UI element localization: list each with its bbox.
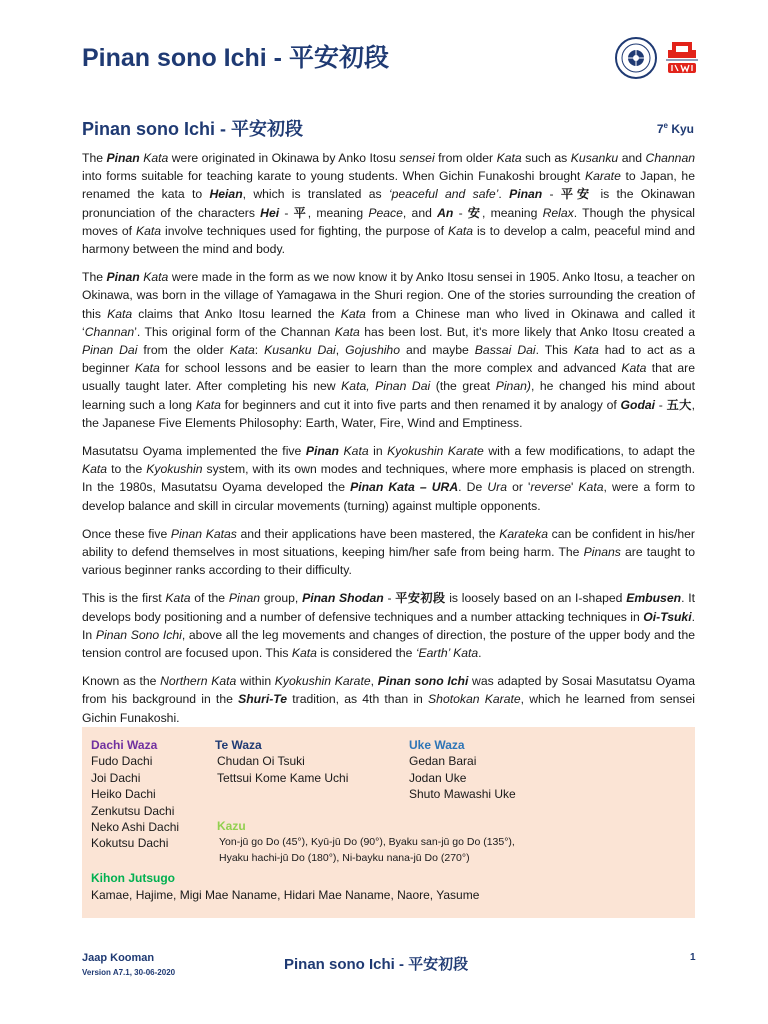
text-run: system, with its own modes and techniques, where more emphasis is placed on strength. In the 1980s, Masutatsu Oyama developed the <box>82 462 695 495</box>
text-run: - <box>453 205 468 220</box>
text-run: , <box>370 674 378 689</box>
te-item: Tettsui Kome Kame Uchi <box>217 770 349 785</box>
dachi-waza-column <box>91 737 179 852</box>
techniques-box <box>82 727 695 918</box>
text-run: , which is translated as <box>242 187 389 202</box>
page-number: 1 <box>690 952 696 963</box>
text-run: 平安 <box>560 187 594 202</box>
text-run: Pinan <box>305 444 339 459</box>
body-paragraph <box>82 268 695 432</box>
text-run: Kata <box>134 361 160 376</box>
text-run: with a few modifications, to adapt the <box>483 444 695 459</box>
text-run: Pinan Shodan <box>302 591 384 606</box>
text-run: 安 <box>467 205 482 220</box>
text-run: Pinan <box>509 187 543 202</box>
kazu-heading: Kazu <box>217 819 246 833</box>
body-paragraph <box>82 589 695 662</box>
text-run: of the <box>190 591 229 606</box>
dachi-item: Joi Dachi <box>91 770 141 785</box>
text-run: Embusen <box>626 591 682 606</box>
text-run: Godai <box>620 397 656 412</box>
kazu-line: Hyaku hachi-jū Do (180°), Ni-bayku nana-jū Do (270°) <box>219 852 470 864</box>
uke-waza-column <box>409 737 516 803</box>
body-paragraph <box>82 442 695 515</box>
kihon-text: Kamae, Hajime, Migi Mae Naname, Hidari Mae Naname, Naore, Yasume <box>91 888 480 902</box>
text-run: Kata <box>340 306 366 321</box>
text-run: ' <box>570 480 579 495</box>
text-run: . In <box>82 609 695 642</box>
body-paragraph <box>82 525 695 580</box>
text-run: had to act as a beginner <box>82 343 695 376</box>
text-run: Kata <box>82 462 108 477</box>
text-run: Pinan Katas <box>170 526 237 541</box>
text-run: The <box>82 270 107 285</box>
footer-title: Pinan sono Ichi - 平安初段 <box>284 956 469 973</box>
text-run: Pinan Dai <box>82 343 138 358</box>
text-run: Kata <box>334 324 360 339</box>
text-run: 平安初段 <box>395 591 446 606</box>
text-run: , meaning <box>307 205 369 220</box>
text-run: The <box>82 151 107 165</box>
kihon-heading: Kihon Jutsugo <box>91 871 175 885</box>
text-run: Karate <box>584 169 621 184</box>
footer-version: Version A7.1, 30-06-2020 <box>82 968 176 977</box>
text-run: 五大 <box>666 397 692 412</box>
text-run: , which he learned from sensei Gichin Funakoshi. <box>82 692 695 725</box>
text-run: to the <box>107 462 147 477</box>
text-run: Pinans <box>583 545 621 560</box>
text-run: reverse <box>530 480 571 495</box>
text-run: - <box>542 187 561 202</box>
text-run: This is the first <box>82 591 166 606</box>
kyokushin-logo-icon <box>614 36 658 80</box>
text-run: ’. This original form of the Channan <box>134 324 335 339</box>
dachi-item: Zenkutsu Dachi <box>91 803 175 818</box>
text-run: . De <box>458 480 488 495</box>
text-run: within <box>236 674 275 689</box>
body-paragraph <box>82 149 695 258</box>
text-run: 平 <box>293 205 308 220</box>
text-run: Kata <box>143 151 169 165</box>
text-run: , he changed his mind about learning such a long <box>82 379 695 412</box>
kazu-line: Yon-jū go Do (45°), Kyū-jū Do (90°), Byaku san-jū go Do (135°), <box>219 836 515 848</box>
text-run: is to develop a calm, peaceful mind and harmony between the mind and body. <box>82 223 695 257</box>
text-run: or ' <box>506 480 531 495</box>
text-run: Once these five <box>82 526 171 541</box>
text-run: Bassai Dai <box>474 343 536 358</box>
text-run: sensei <box>399 151 435 165</box>
text-run: . <box>498 187 510 202</box>
text-run: Kata <box>165 591 191 606</box>
text-run: : <box>254 343 265 358</box>
text-run: ‘peaceful and safe’ <box>388 187 499 202</box>
te-waza-heading: Te Waza <box>215 738 262 752</box>
text-run: , and <box>402 205 438 220</box>
text-run: Masutatsu Oyama implemented the five <box>82 444 306 459</box>
text-run: is considered the <box>316 646 416 661</box>
dachi-item: Fudo Dachi <box>91 754 153 769</box>
text-run: ‘Earth’ Kata <box>415 646 479 661</box>
text-run: has been lost. But, it's more likely that Anko Itosu created a <box>359 324 695 339</box>
page-header-title: Pinan sono Ichi - 平安初段 <box>82 44 389 72</box>
text-run: Kata <box>447 223 474 238</box>
text-run: Northern Kata <box>160 674 237 689</box>
text-run: Kata <box>135 223 162 238</box>
text-run: Known as the <box>82 674 161 689</box>
text-run: tradition, as 4th than in <box>287 692 429 707</box>
dachi-item: Kokutsu Dachi <box>91 836 169 851</box>
text-run: into forms suitable for teaching karate to young students. When Gichin Funakoshi brought <box>82 169 585 184</box>
text-run: Channan <box>84 324 135 339</box>
text-run: Shotokan Karate <box>428 692 521 707</box>
text-run: that are usually taught later. After completing his new <box>82 361 696 394</box>
text-run: Heian <box>209 187 243 202</box>
text-run: Kata <box>496 151 522 165</box>
text-run: , the Japanese Five Elements Philosophy: Earth, Water, Fire, Wind and Emptiness. <box>82 397 695 430</box>
text-run: Pinan <box>106 270 140 285</box>
body-text <box>82 149 695 737</box>
text-run: claims that Anko Itosu learned the <box>132 306 341 321</box>
text-run: , above all the leg movements and changes of direction, the posture of the upper body and the tension control are focused upon. This <box>82 627 695 661</box>
text-run: in <box>368 444 388 459</box>
text-run: Kata <box>291 646 317 661</box>
text-run: such as <box>521 151 571 165</box>
uke-item: Jodan Uke <box>409 770 467 785</box>
text-run: Peace <box>368 205 403 220</box>
text-run: Channan <box>645 151 696 165</box>
text-run: - <box>383 591 396 606</box>
text-run: Kyokushin Karate <box>274 674 371 689</box>
text-run: were made in the form as we now know it by Anko Itosu sensei in 1905. Anko Itosu, a teacher on Okinawa, was born in the village of Yamagawa in the Shuri region. One of the stories surrounding the creation of this <box>82 270 695 321</box>
text-run: Kusanku Dai <box>264 343 336 358</box>
text-run: Relax <box>542 205 574 220</box>
text-run: Kata <box>195 397 221 412</box>
text-run: . <box>478 646 482 661</box>
text-run: Kata <box>343 444 369 459</box>
text-run: Pinan <box>106 151 140 165</box>
text-run: from older <box>434 151 497 165</box>
text-run: . This <box>535 343 574 358</box>
text-run: An <box>437 205 454 220</box>
text-run: for beginners and cut it into five parts and then renamed it by analogy of <box>220 397 621 412</box>
text-run: Kata <box>621 361 647 376</box>
text-run: Hei <box>260 205 280 220</box>
text-run: Kyokushin Karate <box>387 444 484 459</box>
text-run: Kyokushin <box>146 462 203 477</box>
text-run: from the older <box>137 343 230 358</box>
text-run: was adapted by Sosai Masutatsu Oyama from his background in the <box>82 674 695 707</box>
text-run: Ura <box>487 480 507 495</box>
text-run: is the Okinawan pronunciation of the characters <box>82 187 695 220</box>
text-run: group, <box>260 591 303 606</box>
text-run: to Japan, he renamed the kata to <box>82 169 695 202</box>
text-run: and maybe <box>400 343 475 358</box>
dachi-item: Neko Ashi Dachi <box>91 820 180 835</box>
text-run: Kata <box>578 480 604 495</box>
text-run: involve techniques used for fighting, the purpose of <box>161 223 448 238</box>
text-run: Oi-Tsuki <box>643 609 692 624</box>
text-run: Pinan Sono Ichi <box>95 627 182 642</box>
kazu-block <box>217 818 515 866</box>
text-run: . Though the physical moves of <box>82 205 695 238</box>
text-run: Pinan Kata – URA <box>350 480 459 495</box>
text-run: Pinan) <box>495 379 531 394</box>
text-run: (the great <box>430 379 496 394</box>
text-run: are taught to various beginner ranks according to their difficulty. <box>82 545 695 578</box>
text-run: is loosely based on an I-shaped <box>445 591 627 606</box>
section-title: Pinan sono Ichi - 平安初段 <box>82 119 304 139</box>
text-run: and <box>618 151 646 165</box>
text-run: , were a form to develop balance and skill in circular movements (turning) against multiple opponents. <box>82 480 695 513</box>
uke-item: Shuto Mawashi Uke <box>409 787 516 802</box>
text-run: Kata <box>143 270 169 285</box>
text-run: . It develops body positioning and a number of defensive techniques and a number attacking techniques in <box>82 591 695 624</box>
text-run: Shuri-Te <box>238 692 288 707</box>
kwf-logo-icon <box>662 38 702 76</box>
text-run: Karateka <box>499 526 548 541</box>
text-run: were originated in Okinawa by Anko Itosu <box>168 151 400 165</box>
kihon-block <box>91 870 479 904</box>
text-run: - <box>279 205 294 220</box>
text-run: Kata <box>107 306 133 321</box>
text-run: Kata <box>229 343 255 358</box>
text-run: can be confident in his/her ability to defend themselves in most situations, keeping him/her safe from being harm. The <box>82 526 695 560</box>
text-run: - <box>655 397 667 412</box>
dachi-item: Heiko Dachi <box>91 787 156 802</box>
text-run: , meaning <box>481 205 543 220</box>
text-run: Pinan <box>228 591 261 606</box>
text-run: , <box>335 343 346 358</box>
text-run: Kusanku <box>570 151 619 165</box>
text-run: and their applications have been mastered, the <box>236 526 500 541</box>
dachi-waza-heading: Dachi Waza <box>91 738 158 752</box>
text-run: from a Chinese man who lived in Okinawa and called it ‘ <box>82 306 695 339</box>
text-run: Pinan sono Ichi <box>377 674 469 689</box>
body-paragraph <box>82 672 695 727</box>
text-run: Gojushiho <box>345 343 400 358</box>
text-run: Kata, Pinan Dai <box>341 379 431 394</box>
te-waza-column <box>215 737 348 786</box>
kyu-rank: 7e Kyu <box>656 121 694 136</box>
text-run: for school lessons and be easier to learn than the more complex and advanced <box>159 361 622 376</box>
text-run: Kata <box>573 343 599 358</box>
footer-author: Jaap Kooman <box>82 952 155 964</box>
te-item: Chudan Oi Tsuki <box>217 754 305 769</box>
uke-waza-heading: Uke Waza <box>409 738 465 752</box>
uke-item: Gedan Barai <box>409 754 477 769</box>
